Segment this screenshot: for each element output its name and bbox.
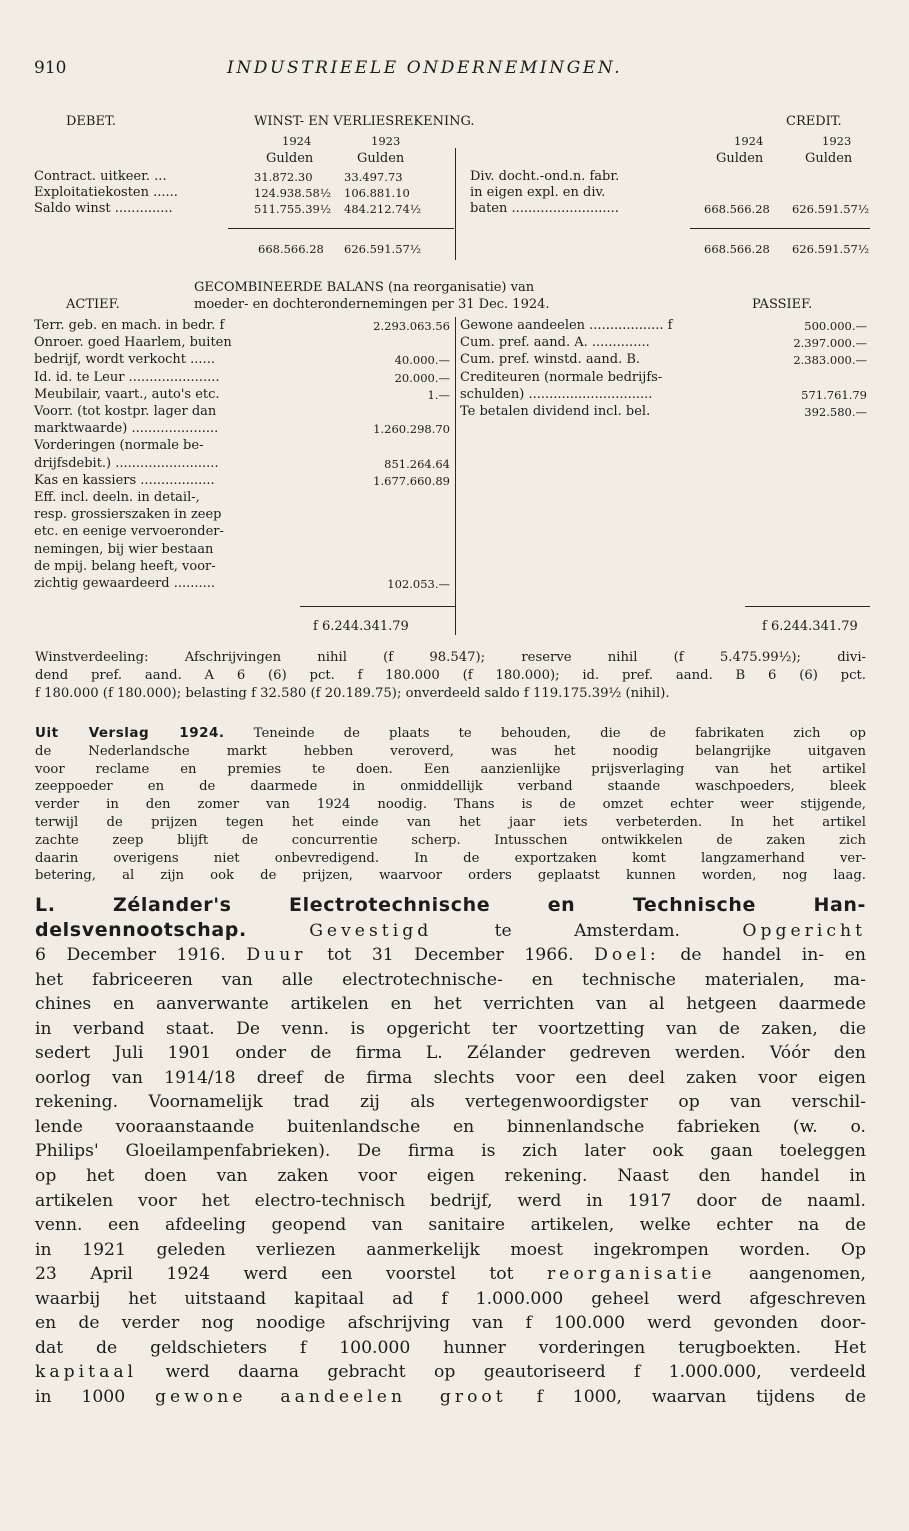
wv-left-row-1923: 484.212.74½	[344, 202, 421, 216]
article-line: werd daarna gebracht op geautoriseerd f 1.000.000, verdeeld	[165, 1362, 867, 1383]
winstverdeeling-line: Winstverdeeling: Afschrijvingen nihil (f 98.547); reserve nihil (f 5.475.99½); divi-	[35, 650, 866, 665]
debet-label: DEBET.	[66, 114, 116, 129]
verslag-line: voor reclame en premies te doen. Een aanzienlijke prijsverlaging van het artikel	[35, 761, 866, 777]
actief-row-value: 102.053.—	[387, 577, 450, 591]
article-line: chines en aanverwante artikelen en het verrichten van al hetgeen daarmede	[35, 994, 866, 1015]
wv-right-label: in eigen expl. en div.	[470, 185, 606, 200]
actief-row-label: Kas en kassiers ..................	[34, 472, 215, 488]
left-year-1923: 1923	[371, 134, 401, 148]
actief-row-label: zichtig gewaardeerd ..........	[34, 576, 216, 591]
duur-label: Duur	[246, 945, 307, 966]
wv-left-row-label: Saldo winst ..............	[34, 201, 173, 216]
passief-row-value: 571.761.79	[801, 387, 867, 402]
wv-right-1924: 668.566.28	[704, 202, 770, 216]
article-line: op het doen van zaken voor eigen rekening. Naast den handel in	[35, 1166, 866, 1187]
gevestigd-value: te Amsterdam.	[494, 920, 680, 941]
running-title: INDUSTRIEELE ONDERNEMINGEN.	[227, 58, 623, 78]
balans-title-2: moeder- en dochterondernemingen per 31 Dec. 1924.	[194, 297, 550, 312]
wv-right-total-1923: 626.591.57½	[792, 242, 869, 256]
wv-left-total-1924: 668.566.28	[258, 242, 324, 256]
opgericht-label: Opgericht	[742, 920, 866, 941]
wv-sum-rule-right	[690, 228, 870, 229]
passief-row-value: 2.383.000.—	[793, 353, 867, 368]
actief-row-label: Voorr. (tot kostpr. lager dan	[34, 404, 217, 419]
wv-left-row-1924: 511.755.39½	[254, 202, 331, 216]
article-line: in 1000	[35, 1386, 126, 1407]
article-line: in verband staat. De venn. is opgericht ter voortzetting van de zaken, die	[35, 1018, 866, 1039]
duur-value: tot 31 December 1966.	[327, 945, 574, 966]
passief-row-value: 500.000.—	[804, 319, 867, 333]
wv-left-row-1923: 33.497.73	[344, 170, 403, 184]
left-year-1924: 1924	[282, 134, 312, 148]
article-line: in 1921 geleden verliezen aanmerkelijk moest ingekrompen worden. Op	[35, 1239, 866, 1260]
winstverdeeling-line: f 180.000 (f 180.000); belasting f 32.580 (f 20.189.75); onverdeeld saldo f 119.175.39½ (nihil).	[35, 685, 670, 701]
article-line: en de verder nog noodige afschrijving van f 100.000 werd gevonden door-	[35, 1313, 866, 1334]
verslag-line: daarin overigens niet onbevredigend. In de exportzaken komt langzamerhand ver-	[35, 850, 866, 866]
article-line: f 1000, waarvan tijdens de	[536, 1386, 866, 1407]
verslag-line: betering, al zijn ook de prijzen, waarvoor orders geplaatst kunnen worden, nog laag.	[35, 868, 866, 884]
passief-row-label: Te betalen dividend incl. bel.	[460, 404, 651, 419]
actief-row-label: Id. id. te Leur ......................	[34, 369, 220, 385]
passief-row-value: 2.397.000.—	[793, 336, 867, 351]
wv-left-row-1924: 31.872.30	[254, 170, 313, 184]
article-line: venn. een afdeeling geopend van sanitaire artikelen, welke echter na de	[35, 1215, 866, 1236]
verslag-heading: Uit Verslag 1924.	[35, 725, 225, 741]
actief-row-label: etc. en eenige vervoeronder-	[34, 524, 224, 540]
actief-row-value: 851.264.64	[384, 456, 450, 471]
wv-right-label: Div. docht.-ond.n. fabr.	[470, 169, 620, 184]
balans-total-left: f 6.244.341.79	[313, 619, 409, 634]
passief-row-label: Cum. pref. aand. A. ..............	[460, 335, 650, 351]
actief-row-value: 2.293.063.56	[373, 319, 450, 333]
article-line: aangenomen,	[748, 1264, 866, 1285]
wv-sum-rule-left	[228, 228, 454, 229]
balans-total-rule-left	[300, 606, 455, 607]
verslag-line: verder in den zomer van 1924 noodig. Thans is de omzet echter weer stijgende,	[35, 797, 866, 813]
company-name-end: delsvennootschap.	[35, 918, 247, 941]
actief-row-label: resp. grossierszaken in zeep	[34, 507, 222, 523]
right-year-1924: 1924	[734, 134, 764, 148]
wv-left-row-label: Contract. uitkeer. ...	[34, 169, 167, 184]
left-gulden-2: Gulden	[357, 151, 405, 166]
right-gulden-2: Gulden	[805, 151, 853, 166]
article-line: rekening. Voornamelijk trad zij als vertegenwoordigster op van verschil-	[35, 1092, 866, 1113]
verslag-line: de Nederlandsche markt hebben veroverd, was het noodig belangrijke uitgaven	[35, 743, 866, 759]
article-line: lende vooraanstaande buitenlandsche en binnenlandsche fabrieken (w. o.	[35, 1116, 866, 1137]
actief-row-value: 1.677.660.89	[373, 473, 450, 488]
winstverdeeling	[35, 649, 866, 702]
verslag-line: zeeppoeder en de daarmede in onmiddellijk verband staande waschpoeders, bleek	[35, 779, 866, 795]
balans-center-rule	[455, 317, 456, 635]
actief-row-value: 40.000.—	[394, 353, 450, 368]
actief-label: ACTIEF.	[66, 297, 120, 312]
verslag-line: terwijl de prijzen tegen het einde van het jaar iets verbeterden. In het artikel	[35, 814, 866, 830]
article-line: sedert Juli 1901 onder de firma L. Zélander gedreven werden. Vóór den	[35, 1043, 866, 1064]
article-line: Philips' Gloeilampenfabrieken). De firma is zich later ook gaan toeleggen	[35, 1141, 866, 1162]
actief-row-value: 20.000.—	[394, 370, 450, 385]
actief-row-label: Terr. geb. en mach. in bedr. f	[34, 318, 225, 333]
wv-center-rule	[455, 148, 456, 260]
wv-right-total-1924: 668.566.28	[704, 242, 770, 256]
passief-row-label: schulden) ..............................	[460, 386, 653, 402]
opgericht-value: 6 December 1916.	[35, 945, 226, 966]
wv-right-label: baten ..........................	[470, 201, 619, 216]
verslag-line: Teneinde de plaats te behouden, die de fabrikaten zich op	[253, 726, 866, 741]
actief-row-label: Onroer. goed Haarlem, buiten	[34, 335, 232, 351]
left-gulden-1: Gulden	[266, 151, 314, 166]
article-line: 23 April 1924 werd een voorstel tot	[35, 1264, 514, 1285]
balans-total-right: f 6.244.341.79	[762, 619, 858, 634]
actief-row-label: de mpij. belang heeft, voor-	[34, 558, 216, 574]
actief-row-label: Meubilair, vaart., auto's etc.	[34, 386, 220, 402]
verslag-line: zachte zeep blijft de concurrentie scherp. Intusschen ontwikkelen de zaken zich	[35, 832, 866, 848]
passief-row-label: Gewone aandeelen .................. f	[460, 318, 673, 333]
zelander-article	[35, 893, 866, 1409]
actief-row-label: drijfsdebit.) .........................	[34, 455, 219, 471]
gewone-aandeelen-term: gewone aandeelen groot	[155, 1386, 507, 1407]
article-line: waarbij het uitstaand kapitaal ad f 1.000.000 geheel werd afgeschreven	[35, 1288, 866, 1309]
actief-row-label: marktwaarde) .....................	[34, 421, 219, 437]
article-line: oorlog van 1914/18 dreef de firma slechts voor een deel zaken voor eigen	[35, 1067, 866, 1088]
reorganisatie-term: reorganisatie	[546, 1264, 716, 1285]
doel-label: Doel:	[594, 945, 660, 966]
wv-left-total-1923: 626.591.57½	[344, 242, 421, 256]
article-line: artikelen voor het electro-technisch bedrijf, werd in 1917 door de naaml.	[35, 1190, 866, 1211]
balans-title-1: GECOMBINEERDE BALANS (na reorganisatie) van	[194, 280, 535, 295]
winstverdeeling-line: dend pref. aand. A 6 (6) pct. f 180.000 (f 180.000); id. pref. aand. B 6 (6) pct.	[35, 667, 866, 683]
actief-row-value: 1.260.298.70	[373, 422, 450, 437]
actief-row-label: Vorderingen (normale be-	[34, 438, 204, 454]
right-year-1923: 1923	[822, 134, 852, 148]
passief-row-label: Crediteuren (normale bedrijfs-	[460, 369, 663, 385]
actief-row-label: Eff. incl. deeln. in detail-,	[34, 490, 200, 505]
passief-label: PASSIEF.	[752, 297, 813, 312]
actief-row-value: 1.—	[427, 387, 450, 402]
article-line: het fabriceeren van alle electrotechnische- en technische materialen, ma-	[35, 969, 866, 990]
wv-right-1923: 626.591.57½	[792, 202, 869, 216]
actief-row-label: bedrijf, wordt verkocht ......	[34, 352, 215, 368]
right-gulden-1: Gulden	[716, 151, 764, 166]
actief-row-label: nemingen, bij wier bestaan	[34, 541, 214, 557]
passief-row-label: Cum. pref. winstd. aand. B.	[460, 352, 641, 368]
passief-row-value: 392.580.—	[804, 405, 867, 419]
doel-text: de handel in- en	[680, 945, 866, 966]
kapitaal-term: kapitaal	[35, 1362, 138, 1383]
balans-total-rule-right	[745, 606, 870, 607]
credit-label: CREDIT.	[786, 114, 842, 129]
wv-title: WINST- EN VERLIESREKENING.	[254, 114, 475, 129]
article-line: dat de geldschieters f 100.000 hunner vorderingen terugboekten. Het	[35, 1337, 866, 1358]
wv-left-row-1923: 106.881.10	[344, 186, 410, 200]
page-number: 910	[34, 58, 67, 78]
wv-left-row-label: Exploitatiekosten ......	[34, 185, 178, 200]
gevestigd-label: Gevestigd	[309, 920, 433, 941]
verslag	[35, 725, 866, 885]
company-name: L. Zélander's Electrotechnische en Technische Han-	[35, 894, 866, 916]
wv-left-row-1924: 124.938.58½	[254, 186, 331, 200]
